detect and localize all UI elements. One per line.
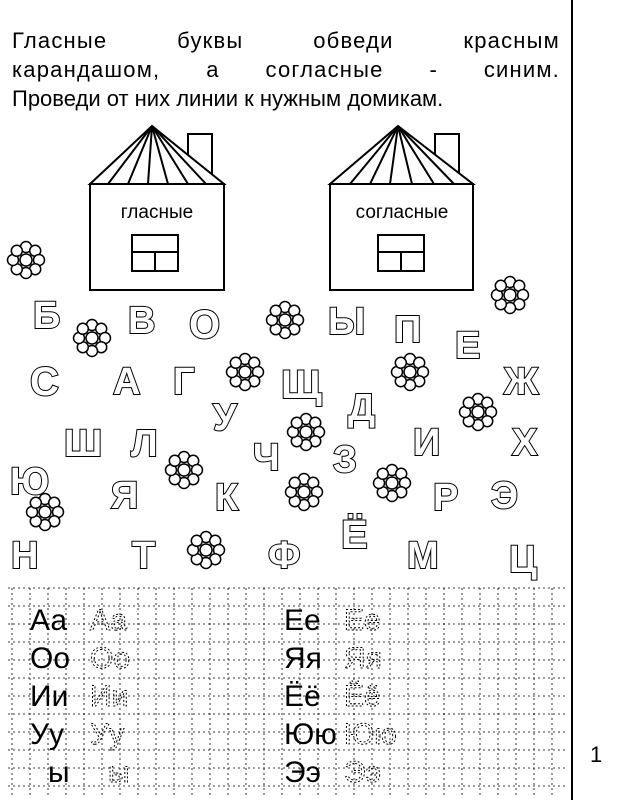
letter-E[interactable]: Е xyxy=(455,325,481,367)
trace-Oo[interactable]: Оо xyxy=(90,642,131,675)
letter-Kh[interactable]: Х xyxy=(512,422,538,464)
flower-icon xyxy=(188,532,225,569)
trace-Ii[interactable]: Ии xyxy=(90,680,129,713)
flower-icon xyxy=(267,302,304,339)
sample-Ee: Ее xyxy=(284,604,321,637)
letter-Shch[interactable]: Щ xyxy=(281,363,322,407)
letter-D[interactable]: Д xyxy=(348,387,376,429)
consonants-house-label: согласные xyxy=(355,202,449,223)
sample-Yaya: Яя xyxy=(284,642,322,675)
sample-Ee-rev: Ээ xyxy=(284,756,321,789)
sample-Uu: Уу xyxy=(30,718,65,751)
writing-right-column xyxy=(284,604,397,789)
flower-icon xyxy=(8,242,45,279)
trace-Yuyu[interactable]: Юю xyxy=(344,718,397,751)
flower-icon xyxy=(227,354,264,391)
letter-B[interactable]: Б xyxy=(33,295,61,337)
flower-icon xyxy=(166,452,203,489)
flower-icon xyxy=(286,474,323,511)
writing-left-column xyxy=(30,604,130,789)
sample-Yoyo: Ёё xyxy=(284,680,321,713)
letter-Z[interactable]: З xyxy=(333,439,357,481)
letter-Y[interactable]: Ы xyxy=(328,301,366,343)
vowels-house-label: гласные xyxy=(120,202,194,223)
letter-U[interactable]: У xyxy=(213,397,237,439)
letter-R[interactable]: Р xyxy=(433,477,459,519)
sample-y: ы xyxy=(48,756,70,789)
trace-Ee[interactable]: Ее xyxy=(344,604,381,637)
letter-F[interactable]: Ф xyxy=(268,535,301,577)
letter-Ya[interactable]: Я xyxy=(111,475,139,517)
sample-Oo: Оо xyxy=(30,642,71,675)
instruction-line-1: Гласные буквы обведи красным xyxy=(12,28,560,53)
flower-icon xyxy=(74,320,111,357)
sample-Yuyu: Юю xyxy=(284,718,337,751)
letter-T[interactable]: Т xyxy=(132,535,156,577)
trace-Aa[interactable]: Аа xyxy=(90,604,128,637)
vowels-house xyxy=(90,126,224,290)
trace-Uu[interactable]: Уу xyxy=(90,718,125,751)
page-number: 1 xyxy=(590,742,603,767)
consonants-house xyxy=(330,126,473,290)
trace-Yoyo[interactable]: Ёё xyxy=(344,680,381,713)
trace-y[interactable]: ы xyxy=(108,756,130,789)
trace-Yaya[interactable]: Яя xyxy=(344,642,382,675)
letter-O[interactable]: О xyxy=(189,303,221,347)
letter-V[interactable]: В xyxy=(128,300,156,342)
letter-L[interactable]: Л xyxy=(131,423,158,465)
letter-E-rev[interactable]: Э xyxy=(491,475,519,517)
flower-icon xyxy=(288,414,325,451)
flower-icon xyxy=(392,354,429,391)
letter-Ts[interactable]: Ц xyxy=(509,539,537,581)
letter-I[interactable]: И xyxy=(413,422,441,464)
letter-N[interactable]: Н xyxy=(11,535,39,577)
instruction-line-2: карандашом, а согласные - синим. xyxy=(12,57,560,82)
letter-Ch[interactable]: Ч xyxy=(253,437,280,479)
flower-icon xyxy=(492,277,529,314)
letter-K[interactable]: К xyxy=(215,477,239,519)
letter-Sh[interactable]: Ш xyxy=(64,423,103,465)
instruction-line-3: Проведи от них линии к нужным домикам. xyxy=(12,86,444,111)
trace-Ee-rev[interactable]: Ээ xyxy=(344,756,381,789)
sample-Aa: Аа xyxy=(30,604,68,637)
letter-A[interactable]: А xyxy=(113,361,141,403)
flower-icon xyxy=(374,465,411,502)
flower-icon xyxy=(460,394,497,431)
sample-Ii: Ии xyxy=(30,680,69,713)
letter-G[interactable]: Г xyxy=(173,361,195,403)
letter-M[interactable]: М xyxy=(407,535,439,577)
letter-Zh[interactable]: Ж xyxy=(504,361,539,403)
letter-Yu[interactable]: Ю xyxy=(10,461,50,503)
letter-P[interactable]: П xyxy=(394,309,422,351)
letter-Yo[interactable]: Ё xyxy=(341,513,368,557)
letter-S[interactable]: С xyxy=(30,360,59,404)
